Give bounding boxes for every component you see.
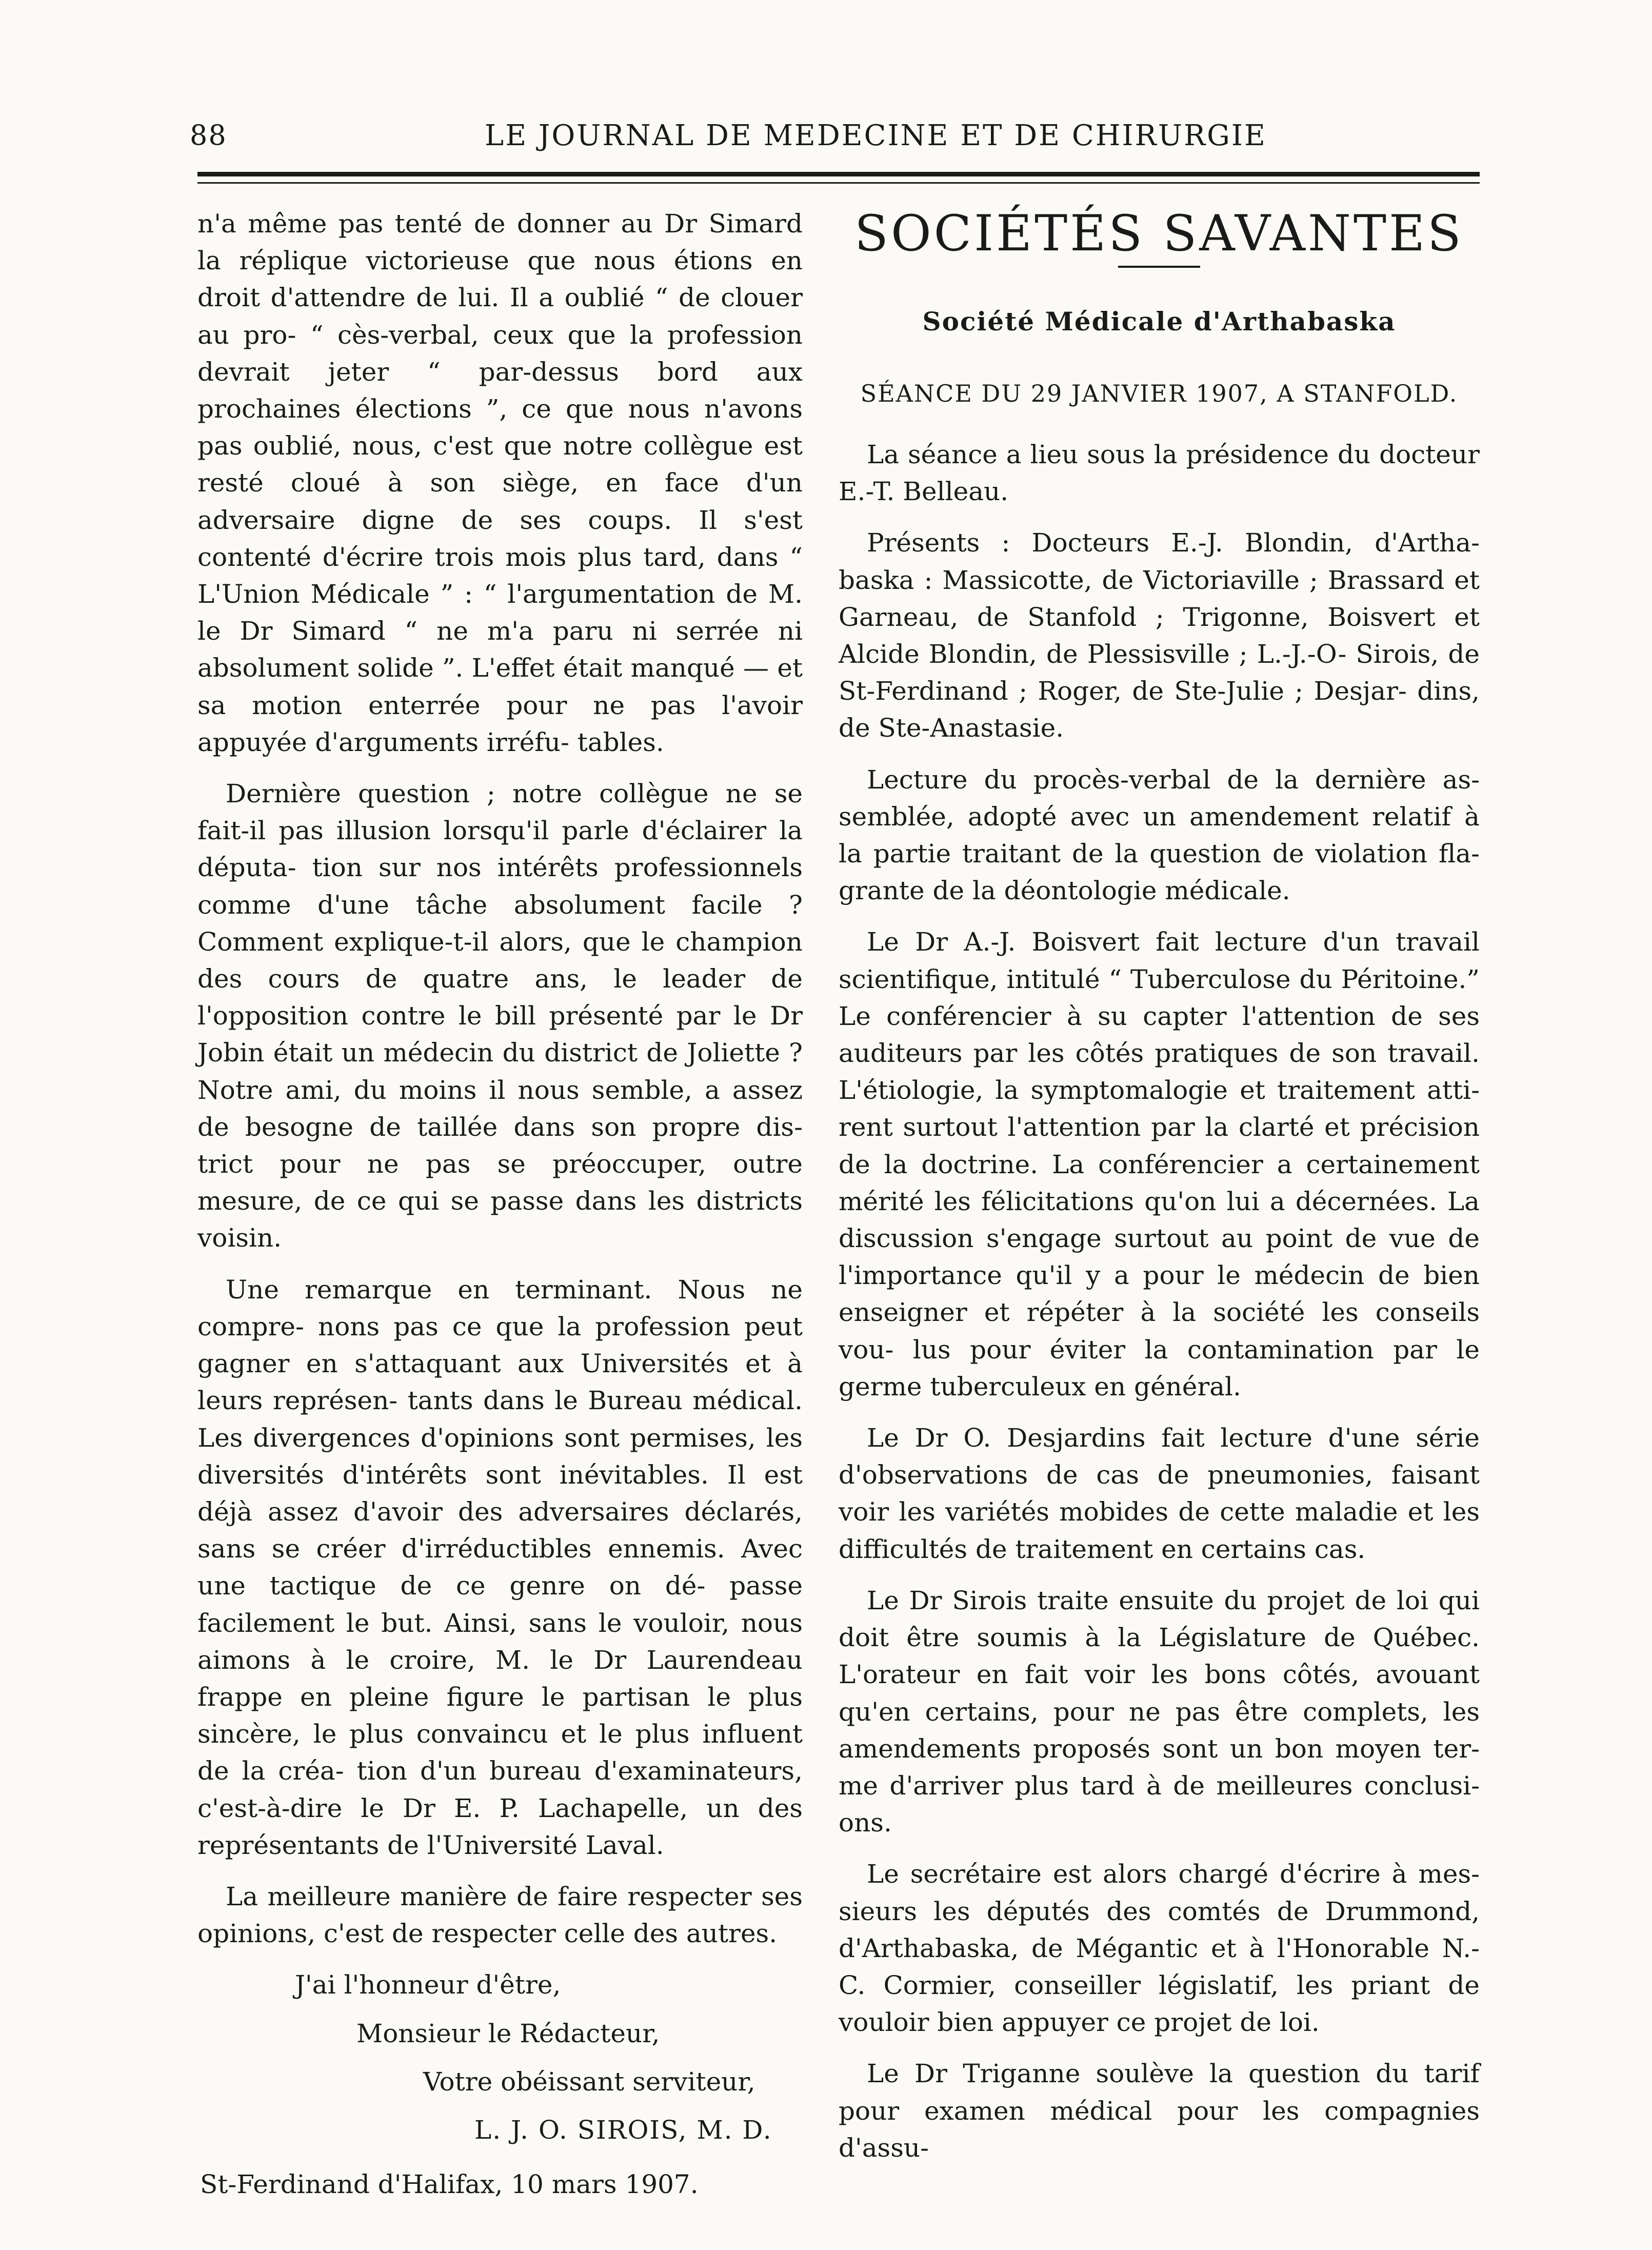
session-line: SÉANCE DU 29 JANVIER 1907, A STANFOLD. <box>860 380 1458 407</box>
right-paragraph-6: Le Dr Sirois traite ensuite du projet de loi qui doit être soumis à la Législature de Québec. L'orateur en fait voir les bons côtés, avouant qu'en certains, pour ne pas être complets, les amendements proposés sont un bon moyen ter- me d'arriver plus tard à de meilleures conclusi- ons. <box>839 1585 1480 1838</box>
right-paragraph-1: La séance a lieu sous la présidence du docteur E.-T. Belleau. <box>839 440 1480 507</box>
running-title: LE JOURNAL DE MEDECINE ET DE CHIRURGIE <box>485 119 1267 152</box>
right-paragraph-2: Présents : Docteurs E.-J. Blondin, d'Artha- baska : Massicotte, de Victoriaville ; Brassard et Garneau, de Stanfold ; Trigonne, Boisvert et Alcide Blondin, de Plessisville ; L.-J.-O- Sirois, de St-Ferdinand ; Roger, de Ste-Julie ; Desjar- dins, de Ste-Anastasie. <box>839 528 1480 743</box>
right-paragraph-7: Le secrétaire est alors chargé d'écrire à mes- sieurs les députés des comtés de Drummond, d'Arthabaska, de Mégantic et à l'Honorable N.- C. Cormier, conseiller législatif, les priant de vouloir bien appuyer ce projet de loi. <box>839 1859 1480 2038</box>
title-rule <box>1118 266 1200 268</box>
page-header <box>190 119 1482 165</box>
right-paragraph-8: Le Dr Triganne soulève la question du tarif pour examen médical pour les compagnies d'assu- <box>839 2059 1480 2163</box>
letter-closing <box>197 1966 803 2203</box>
left-column <box>197 205 803 2203</box>
society-name: Société Médicale d'Arthabaska <box>922 306 1396 337</box>
right-paragraph-5: Le Dr O. Desjardins fait lecture d'une série d'observations de cas de pneumonies, faisant voir les variétés mobides de cette maladie et les difficultés de traitement en certains cas. <box>839 1423 1480 1564</box>
left-paragraph-4: La meilleure manière de faire respecter ses opinions, c'est de respecter celle des autres. <box>197 1881 803 1949</box>
closing-line-2: Monsieur le Rédacteur, <box>356 2018 660 2048</box>
left-paragraph-2: Dernière question ; notre collègue ne se fait-il pas illusion lorsqu'il parle d'éclairer la députa- tion sur nos intérêts professionnels comme d'une tâche absolument facile ? Comment explique-t-il alors, que le champion des cours de quatre ans, le leader de l'opposition contre le bill présenté par le Dr Jobin était un médecin du district de Joliette ? Notre ami, du moins il nous semble, a assez de besogne de taillée dans son propre dis- trict pour ne pas se préoccuper, outre mesure, de ce qui se passe dans les districts voisin. <box>197 779 803 1253</box>
closing-line-1: J'ai l'honneur d'être, <box>295 1970 561 2000</box>
place-date: St-Ferdinand d'Halifax, 10 mars 1907. <box>200 2169 699 2200</box>
signature: L. J. O. SIROIS, M. D. <box>474 2115 772 2145</box>
left-paragraph-1: n'a même pas tenté de donner au Dr Simard la réplique victorieuse que nous étions en droit d'attendre de lui. Il a oublié “ de clouer au pro- “ cès-verbal, ceux que la profession devrait jeter “ par-dessus bord aux prochaines élections ”, ce que nous n'avons pas oublié, nous, c'est que notre collègue est resté cloué à son siège, en face d'un adversaire digne de ses coups. Il s'est contenté d'écrire trois mois plus tard, dans “ L'Union Médicale ” : “ l'argumentation de M. le Dr Simard “ ne m'a paru ni serrée ni absolument solide ”. L'effet était manqué — et sa motion enterrée pour ne pas l'avoir appuyée d'arguments irréfu- tables. <box>197 209 803 757</box>
right-column <box>839 205 1480 2181</box>
right-paragraph-3: Lecture du procès-verbal de la dernière as- semblée, adopté avec un amendement relatif à la partie traitant de la question de violation fla- grante de la déontologie médicale. <box>839 764 1480 906</box>
left-paragraph-3: Une remarque en terminant. Nous ne compre- nons pas ce que la profession peut gagner en s'attaquant aux Universités et à leurs représen- tants dans le Bureau médical. Les divergences d'opinions sont permises, les diversités d'intérêts sont inévitables. Il est déjà assez d'avoir des adversaires déclarés, sans se créer d'irréductibles ennemis. Avec une tactique de ce genre on dé- passe facilement le but. Ainsi, sans le vouloir, nous aimons à le croire, M. le Dr Laurendeau frappe en pleine figure le partisan le plus sincère, le plus convaincu et le plus influent de la créa- tion d'un bureau d'examinateurs, c'est-à-dire le Dr E. P. Lachapelle, un des représentants de l'Université Laval. <box>197 1274 803 1860</box>
header-rule-thin <box>197 182 1480 184</box>
section-title: SOCIÉTÉS SAVANTES <box>854 205 1464 262</box>
closing-line-3: Votre obéissant serviteur, <box>423 2066 755 2097</box>
right-paragraph-4: Le Dr A.-J. Boisvert fait lecture d'un travail scientifique, intitulé “ Tuberculose du Péritoine.” Le conférencier à su capter l'attention de ses auditeurs par les côtés pratiques de son travail. L'étiologie, la symptomalogie et traitement atti- rent surtout l'attention par la clarté et précision de la doctrine. La conférencier a certainement mérité les félicitations qu'on lui a décernées. La discussion s'engage surtout au point de vue de l'importance qu'il y a pour le médecin de bien enseigner et répéter à la société les conseils vou- lus pour éviter la contamination par le germe tuberculeux en général. <box>839 927 1480 1402</box>
page-number: 88 <box>190 119 227 151</box>
header-rule-thick <box>197 172 1480 176</box>
